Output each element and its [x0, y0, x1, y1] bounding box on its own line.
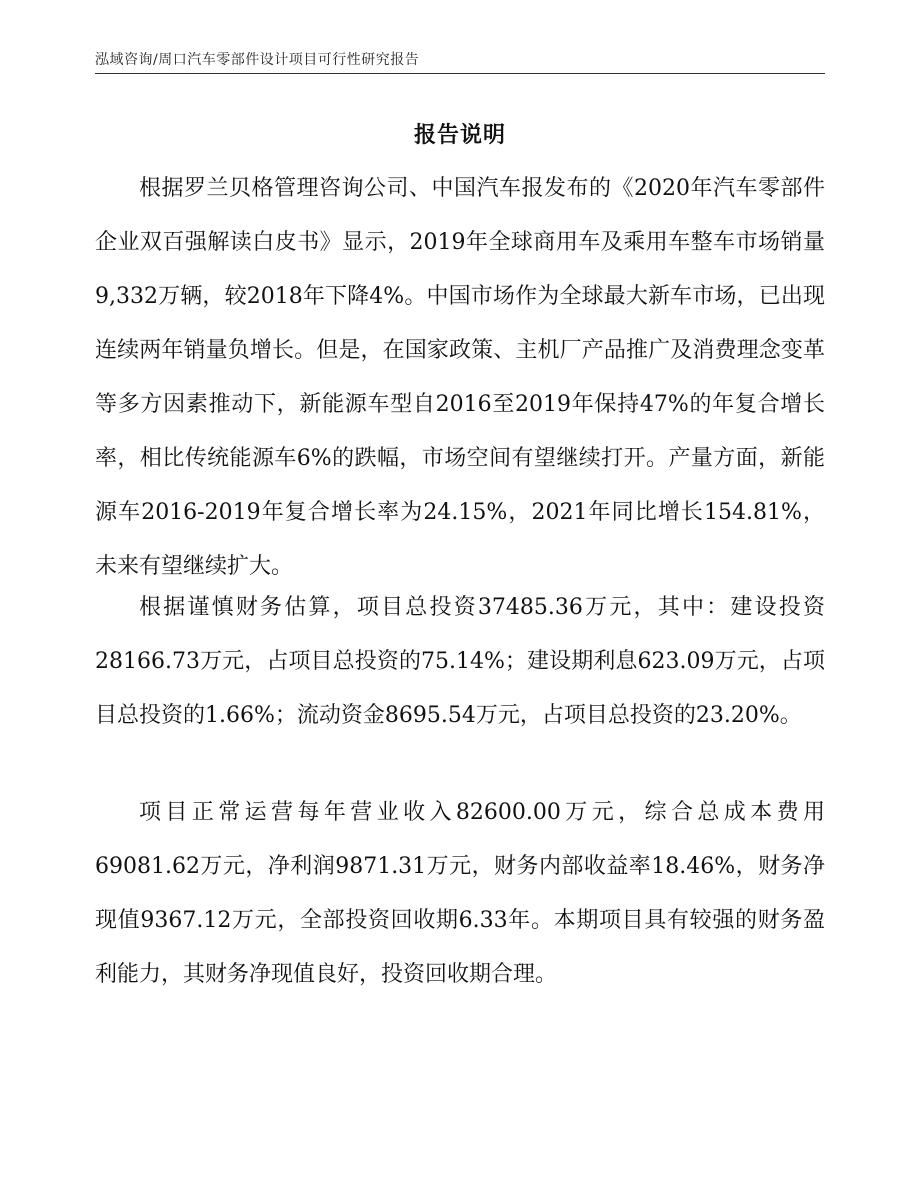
paragraph-market-overview: 根据罗兰贝格管理咨询公司、中国汽车报发布的《2020年汽车零部件企业双百强解读白皮书》显示，2019年全球商用车及乘用车整车市场销量9,332万辆，较2018年下降4%。中国市场作为全球最大新车市场，已出现连续两年销量负增长。但是，在国家政策、主机厂产品推广及消费理念变革等多方因素推动下，新能源车型自2016至2019年保持47%的年复合增长率，相比传统能源车6%的跌幅，市场空间有望继续打开。产量方面，新能源车2016-2019年复合增长率为24.15%，2021年同比增长154.81%，未来有望继续扩大。	[95, 176, 825, 579]
section-title: 报告说明	[413, 122, 506, 148]
running-header: 泓域咨询/周口汽车零部件设计项目可行性研究报告	[95, 52, 420, 68]
header-divider	[95, 73, 825, 74]
paragraph-financial-returns: 项目正常运营每年营业收入82600.00万元，综合总成本费用69081.62万元，净利润9871.31万元，财务内部收益率18.46%，财务净现值9367.12万元，全部投资回收期6.33年。本期项目具有较强的财务盈利能力，其财务净现值良好，投资回收期合理。	[95, 800, 825, 987]
paragraph-investment-estimate: 根据谨慎财务估算，项目总投资37485.36万元，其中：建设投资28166.73万元，占项目总投资的75.14%；建设期利息623.09万元，占项目总投资的1.66%；流动资金8695.54万元，占项目总投资的23.20%。	[95, 595, 825, 728]
